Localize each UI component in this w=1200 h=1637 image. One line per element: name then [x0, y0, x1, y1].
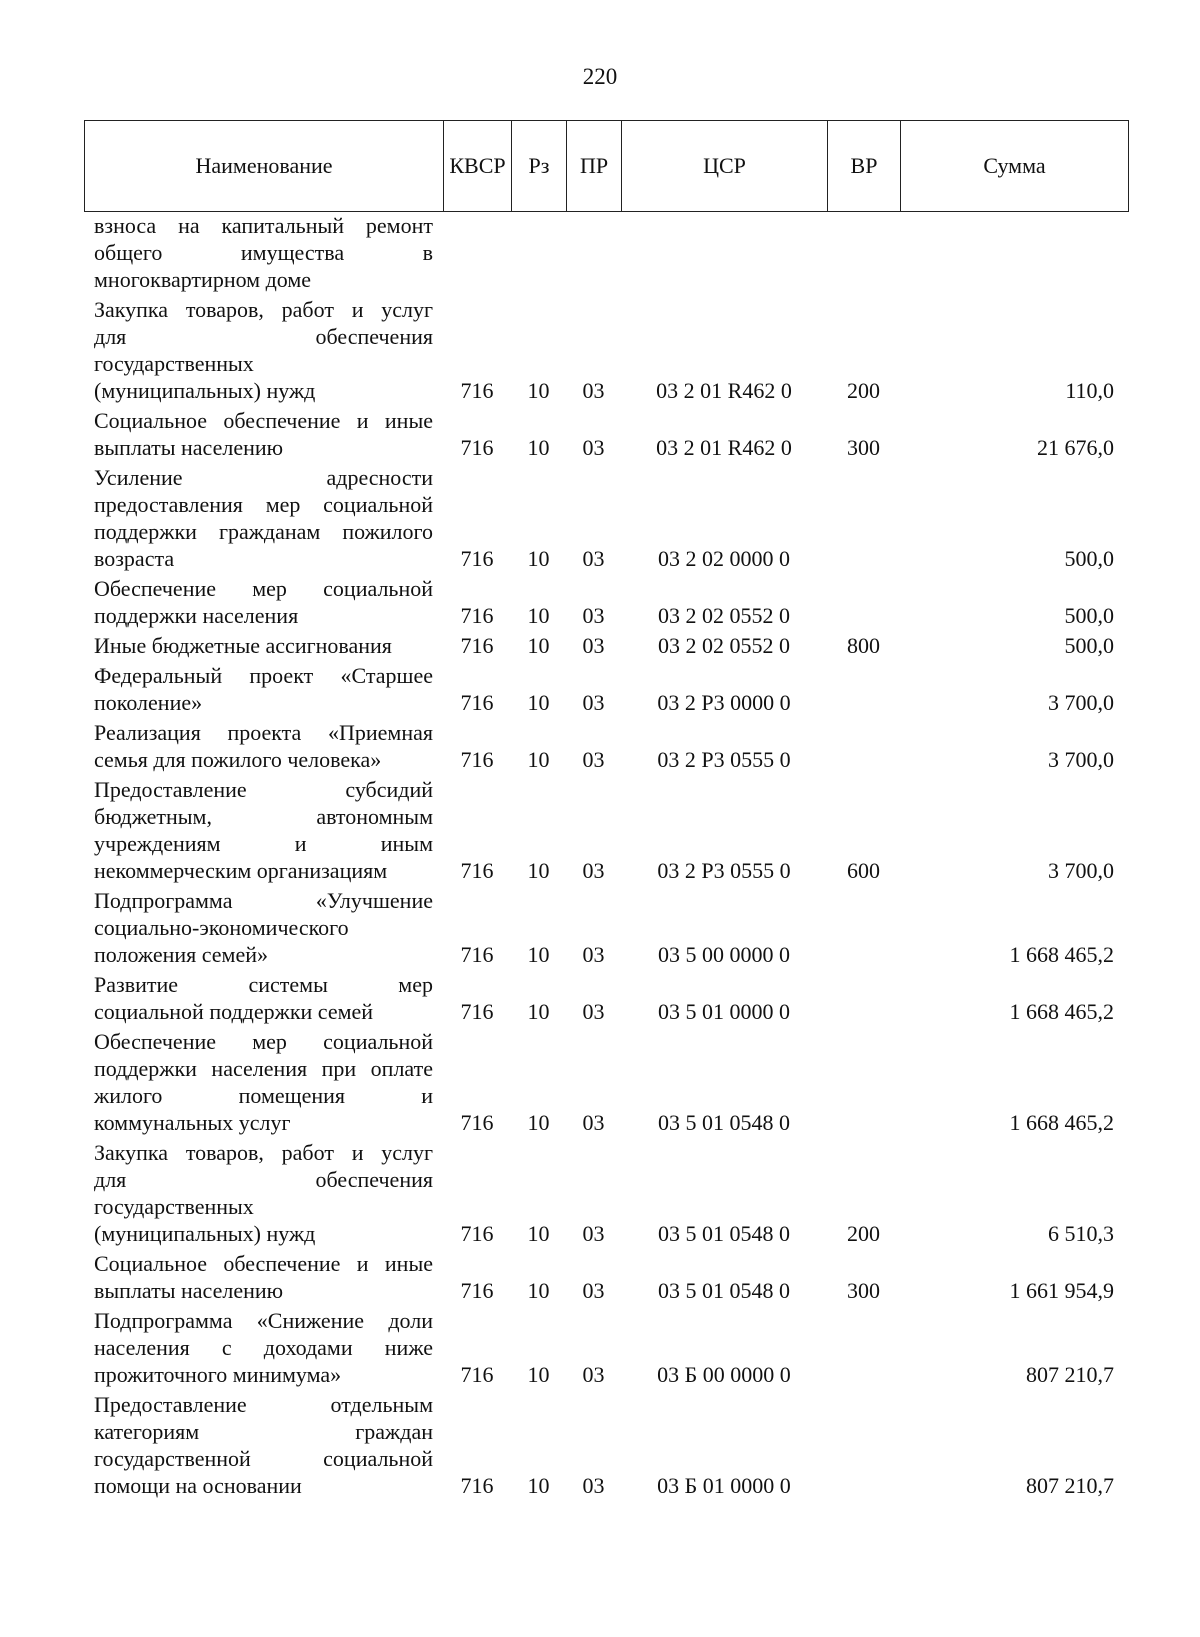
- row-name: [84, 1250, 443, 1307]
- row-name-line: многоквартирном доме: [94, 267, 312, 292]
- row-name-line: Закупка товаров, работ и услуг: [94, 297, 433, 322]
- header-kvsr: КВСР: [444, 121, 512, 212]
- row-rz: 10: [527, 633, 550, 658]
- row-vr: 200: [847, 378, 880, 403]
- row-name-line: Предоставление субсидий: [94, 777, 433, 802]
- row-name-line: поддержки гражданам пожилого: [94, 519, 433, 544]
- row-name: [84, 719, 443, 776]
- row-csr: 03 2 P3 0555 0: [657, 858, 791, 883]
- table-row: [84, 1028, 1128, 1139]
- row-vr: [827, 662, 900, 719]
- row-pr: 03: [582, 546, 605, 571]
- row-vr: [827, 719, 900, 776]
- row-name-line: Иные бюджетные ассигнования: [94, 633, 392, 658]
- row-csr: 03 5 01 0548 0: [658, 1110, 790, 1135]
- row-vr: 800: [847, 633, 880, 658]
- row-rz: 10: [527, 1278, 550, 1303]
- row-csr: 03 Б 00 0000 0: [657, 1362, 791, 1387]
- row-rz: 10: [527, 603, 550, 628]
- table-header: [84, 120, 1129, 212]
- header-csr: ЦСР: [622, 121, 828, 212]
- row-pr: 03: [582, 1110, 605, 1135]
- row-name-line: Социальное обеспечение и иные: [94, 1251, 433, 1276]
- row-vr: 300: [847, 1278, 880, 1303]
- table-row: [84, 632, 1128, 662]
- row-name-line: положения семей»: [94, 942, 269, 967]
- row-name-line: социальной поддержки семей: [94, 999, 374, 1024]
- row-name: [84, 575, 443, 632]
- table-row: [84, 662, 1128, 719]
- row-name: [84, 1139, 443, 1250]
- row-sum: [900, 212, 1128, 296]
- row-name-line: учреждениям и иным: [94, 831, 433, 856]
- row-rz: 10: [527, 546, 550, 571]
- row-name-line: (муниципальных) нужд: [94, 1221, 316, 1246]
- row-csr: [621, 212, 827, 296]
- row-name-line: категориям граждан: [94, 1419, 433, 1444]
- row-vr: 200: [847, 1221, 880, 1246]
- row-pr: 03: [582, 942, 605, 967]
- row-rz: 10: [527, 858, 550, 883]
- row-rz: 10: [527, 1110, 550, 1135]
- row-name: [84, 632, 443, 662]
- row-vr: [827, 1028, 900, 1139]
- row-vr: [827, 971, 900, 1028]
- row-sum: 110,0: [1065, 378, 1114, 403]
- row-kvsr: 716: [460, 747, 494, 772]
- table-row: [84, 407, 1128, 464]
- row-kvsr: 716: [460, 1278, 494, 1303]
- row-name-line: бюджетным, автономным: [94, 804, 433, 829]
- row-name: [84, 212, 443, 296]
- row-rz: 10: [527, 378, 550, 403]
- row-kvsr: 716: [460, 942, 494, 967]
- row-sum: 1 668 465,2: [1009, 942, 1114, 967]
- row-name-line: поколение»: [94, 690, 203, 715]
- row-pr: 03: [582, 1362, 605, 1387]
- row-name-line: поддержки населения: [94, 603, 299, 628]
- row-name: [84, 1391, 443, 1502]
- row-sum: 21 676,0: [1037, 435, 1114, 460]
- row-vr: 600: [847, 858, 880, 883]
- row-vr: [827, 887, 900, 971]
- row-sum: 1 668 465,2: [1009, 1110, 1114, 1135]
- header-sum: Сумма: [901, 121, 1129, 212]
- row-name-line: семья для пожилого человека»: [94, 747, 382, 772]
- row-sum: 807 210,7: [1026, 1362, 1114, 1387]
- row-csr: 03 Б 01 0000 0: [657, 1473, 791, 1498]
- row-name-line: населения с доходами ниже: [94, 1335, 433, 1360]
- row-csr: 03 2 P3 0000 0: [657, 690, 791, 715]
- row-name-line: возраста: [94, 546, 175, 571]
- row-name: [84, 971, 443, 1028]
- row-name-line: взноса на капитальный ремонт: [94, 213, 433, 238]
- row-pr: 03: [582, 1221, 605, 1246]
- table-row: [84, 212, 1128, 296]
- row-sum: 1 668 465,2: [1009, 999, 1114, 1024]
- row-vr: [827, 575, 900, 632]
- table-row: [84, 296, 1128, 407]
- row-rz: 10: [527, 999, 550, 1024]
- page-number: 220: [582, 64, 618, 89]
- row-name-line: Подпрограмма «Снижение доли: [94, 1308, 433, 1333]
- row-rz: 10: [527, 747, 550, 772]
- row-pr: 03: [582, 1278, 605, 1303]
- row-name-line: Реализация проекта «Приемная: [94, 720, 433, 745]
- row-vr: [827, 212, 900, 296]
- row-name-line: Обеспечение мер социальной: [94, 576, 433, 601]
- row-name-line: Федеральный проект «Старшее: [94, 663, 433, 688]
- row-rz: 10: [527, 1362, 550, 1387]
- row-pr: 03: [582, 1473, 605, 1498]
- row-rz: [511, 212, 566, 296]
- row-csr: 03 5 01 0548 0: [658, 1278, 790, 1303]
- row-csr: 03 5 01 0548 0: [658, 1221, 790, 1246]
- row-kvsr: 716: [460, 1473, 494, 1498]
- row-name-line: социально-экономического: [94, 915, 349, 940]
- row-kvsr: 716: [460, 546, 494, 571]
- row-pr: 03: [582, 858, 605, 883]
- row-pr: 03: [582, 633, 605, 658]
- row-name-line: для обеспечения: [94, 1167, 433, 1192]
- row-sum: 500,0: [1064, 603, 1114, 628]
- row-name-line: Усиление адресности: [94, 465, 433, 490]
- row-name-line: некоммерческим организациям: [94, 858, 388, 883]
- row-sum: 500,0: [1064, 546, 1114, 571]
- row-rz: 10: [527, 1473, 550, 1498]
- row-csr: 03 2 02 0552 0: [658, 603, 790, 628]
- row-sum: 3 700,0: [1048, 690, 1114, 715]
- row-pr: 03: [582, 747, 605, 772]
- row-rz: 10: [527, 690, 550, 715]
- row-pr: 03: [582, 690, 605, 715]
- row-name-line: выплаты населению: [94, 1278, 284, 1303]
- row-name-line: Обеспечение мер социальной: [94, 1029, 433, 1054]
- row-name: [84, 1307, 443, 1391]
- row-name: [84, 887, 443, 971]
- row-csr: 03 2 02 0552 0: [658, 633, 790, 658]
- row-sum: 807 210,7: [1026, 1473, 1114, 1498]
- row-name-line: государственных: [94, 351, 254, 376]
- row-vr: [827, 1307, 900, 1391]
- table-row: [84, 1307, 1128, 1391]
- row-name: [84, 296, 443, 407]
- row-kvsr: [443, 212, 511, 296]
- row-csr: 03 2 01 R462 0: [656, 378, 792, 403]
- row-csr: 03 2 P3 0555 0: [657, 747, 791, 772]
- row-name-line: прожиточного минимума»: [94, 1362, 342, 1387]
- row-rz: 10: [527, 435, 550, 460]
- row-name-line: Развитие системы мер: [94, 972, 433, 997]
- table-row: [84, 1250, 1128, 1307]
- row-name-line: Социальное обеспечение и иные: [94, 408, 433, 433]
- row-name-line: для обеспечения: [94, 324, 433, 349]
- row-kvsr: 716: [460, 603, 494, 628]
- row-pr: 03: [582, 603, 605, 628]
- row-kvsr: 716: [460, 435, 494, 460]
- row-name-line: общего имущества в: [94, 240, 433, 265]
- row-pr: 03: [582, 378, 605, 403]
- row-name-line: государственной социальной: [94, 1446, 433, 1471]
- row-kvsr: 716: [460, 858, 494, 883]
- row-name: [84, 464, 443, 575]
- row-kvsr: 716: [460, 690, 494, 715]
- row-csr: 03 2 01 R462 0: [656, 435, 792, 460]
- row-name: [84, 776, 443, 887]
- table-row: [84, 575, 1128, 632]
- row-csr: 03 5 00 0000 0: [658, 942, 790, 967]
- table-row: [84, 1139, 1128, 1250]
- row-kvsr: 716: [460, 1221, 494, 1246]
- row-vr: 300: [847, 435, 880, 460]
- row-name-line: предоставления мер социальной: [94, 492, 433, 517]
- row-sum: 3 700,0: [1048, 858, 1114, 883]
- table-row: [84, 1391, 1128, 1502]
- row-vr: [827, 1391, 900, 1502]
- header-rz: Рз: [512, 121, 567, 212]
- row-csr: 03 2 02 0000 0: [658, 546, 790, 571]
- row-vr: [827, 464, 900, 575]
- row-name-line: жилого помещения и: [94, 1083, 433, 1108]
- row-kvsr: 716: [460, 1362, 494, 1387]
- row-rz: 10: [527, 942, 550, 967]
- row-pr: 03: [582, 435, 605, 460]
- row-name-line: Подпрограмма «Улучшение: [94, 888, 433, 913]
- table-row: [84, 776, 1128, 887]
- row-kvsr: 716: [460, 378, 494, 403]
- row-name-line: государственных: [94, 1194, 254, 1219]
- row-pr: [566, 212, 621, 296]
- table-row: [84, 971, 1128, 1028]
- row-name-line: Предоставление отдельным: [94, 1392, 433, 1417]
- row-name: [84, 407, 443, 464]
- row-name-line: выплаты населению: [94, 435, 284, 460]
- row-sum: 6 510,3: [1048, 1221, 1114, 1246]
- header-name: Наименование: [85, 121, 444, 212]
- row-name-line: Закупка товаров, работ и услуг: [94, 1140, 433, 1165]
- row-name-line: коммунальных услуг: [94, 1110, 291, 1135]
- row-pr: 03: [582, 999, 605, 1024]
- header-pr: ПР: [567, 121, 622, 212]
- row-kvsr: 716: [460, 633, 494, 658]
- row-name-line: поддержки населения при оплате: [94, 1056, 433, 1081]
- header-vr: ВР: [828, 121, 901, 212]
- row-sum: 3 700,0: [1048, 747, 1114, 772]
- row-name-line: (муниципальных) нужд: [94, 378, 316, 403]
- budget-table-body: [84, 212, 1128, 1502]
- row-name: [84, 662, 443, 719]
- table-row: [84, 719, 1128, 776]
- row-sum: 1 661 954,9: [1009, 1278, 1114, 1303]
- row-rz: 10: [527, 1221, 550, 1246]
- row-name: [84, 1028, 443, 1139]
- row-csr: 03 5 01 0000 0: [658, 999, 790, 1024]
- row-sum: 500,0: [1064, 633, 1114, 658]
- row-kvsr: 716: [460, 999, 494, 1024]
- row-name-line: помощи на основании: [94, 1473, 302, 1498]
- row-kvsr: 716: [460, 1110, 494, 1135]
- table-row: [84, 464, 1128, 575]
- table-row: [84, 887, 1128, 971]
